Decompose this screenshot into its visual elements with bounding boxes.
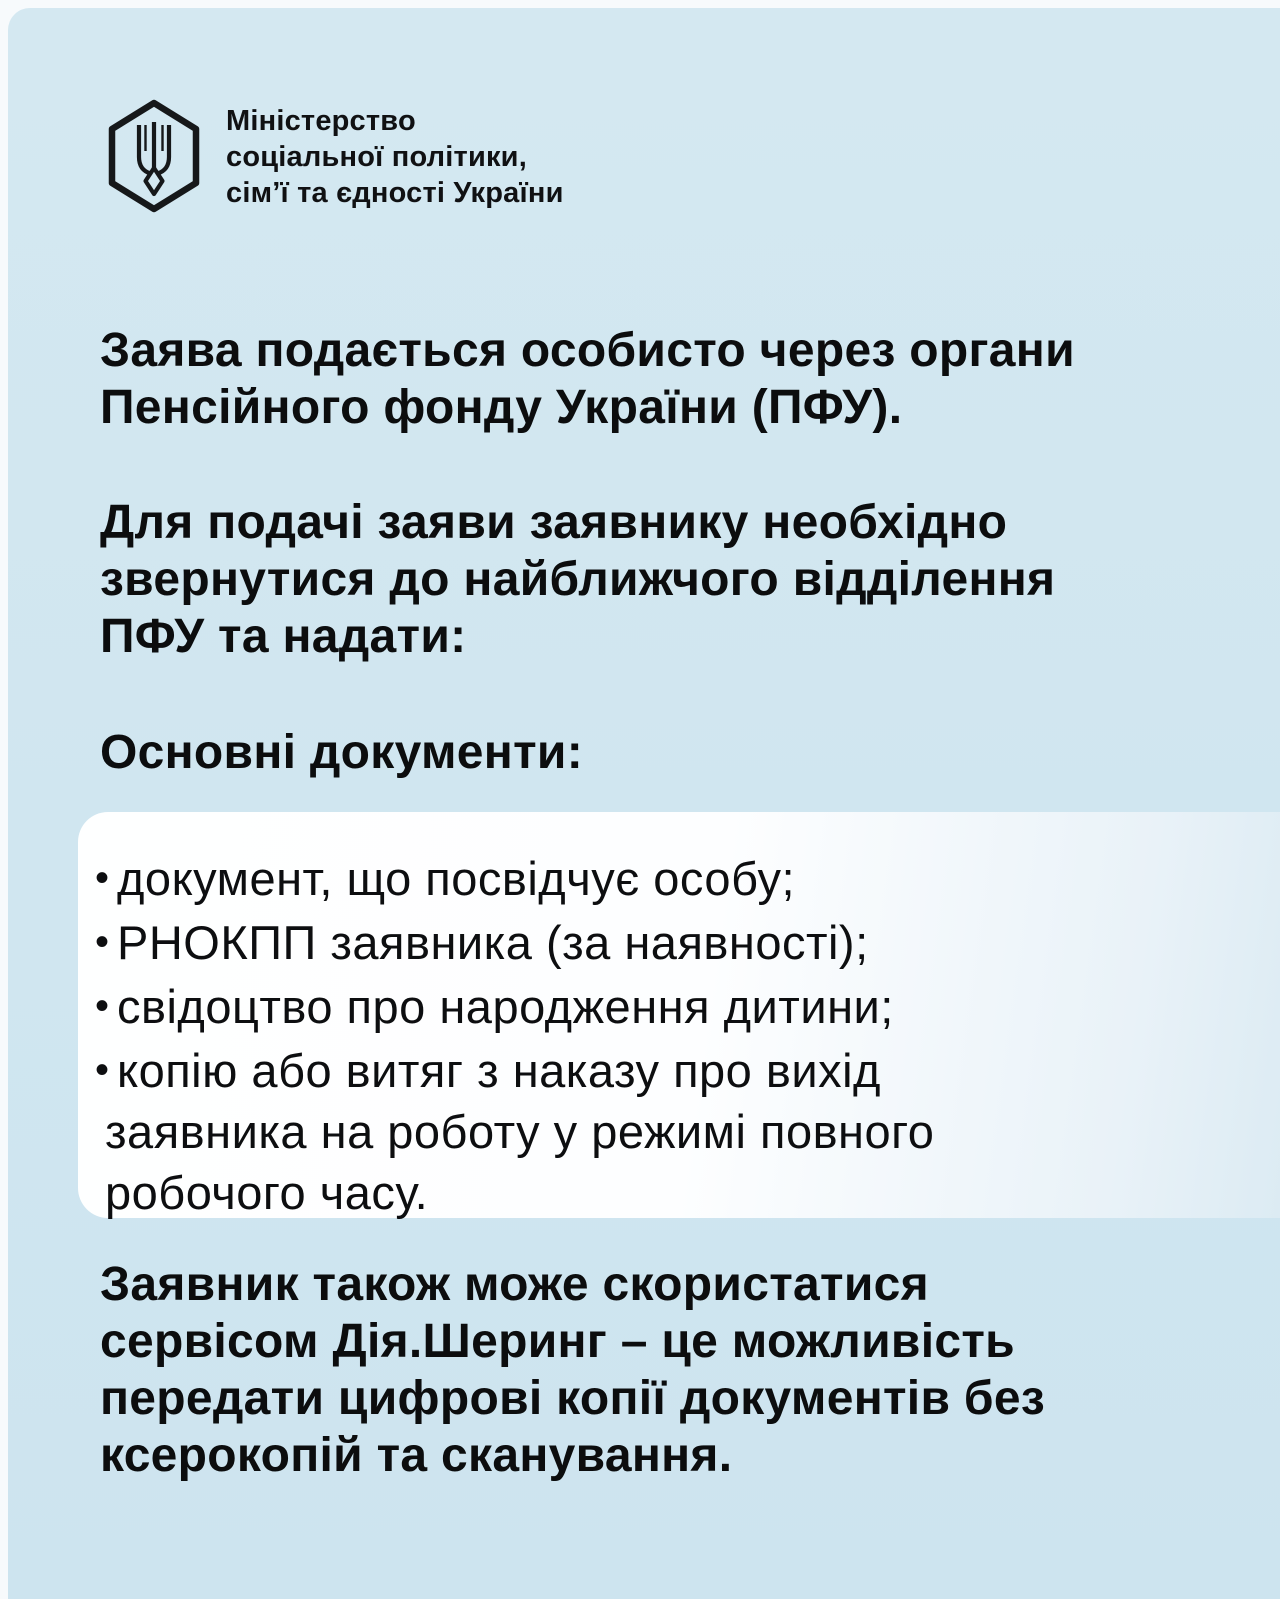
text-line: документ, що посвідчує особу; — [117, 852, 796, 905]
document-list-item — [95, 976, 1250, 1037]
text-line: звернутися до найближчого відділення — [100, 553, 1056, 606]
ministry-name-line: соціальної політики, — [226, 141, 527, 173]
text-line: робочого часу. — [105, 1166, 429, 1219]
paragraph-diia-sharing — [100, 1256, 1250, 1484]
ministry-name-line: Міністерство — [226, 105, 416, 137]
blue-panel — [8, 8, 1280, 1599]
text-line: копію або витяг з наказу про вихід — [117, 1044, 881, 1097]
text-line: Для подачі заяви заявнику необхідно — [100, 496, 1008, 549]
text-line: Заявник також може скористатися — [100, 1258, 929, 1311]
text-line: сервісом Дія.Шеринг – це можливість — [100, 1315, 1015, 1368]
text-line: передати цифрові копії документів без — [100, 1372, 1045, 1425]
documents-card — [78, 812, 1280, 1218]
bullet-dot: • — [95, 856, 110, 900]
paragraph-how-to-apply — [100, 494, 1250, 665]
document-list-item — [95, 1040, 1250, 1223]
text-line: ПФУ та надати: — [100, 610, 467, 663]
ministry-logo — [108, 99, 564, 213]
bullet-dot: • — [95, 920, 110, 964]
text-line: Заява подається особисто через органи — [100, 324, 1075, 377]
text-line: свідоцтво про народження дитини; — [117, 980, 894, 1033]
trident-hexagon-icon — [108, 99, 200, 213]
text-line: Пенсійного фонду України (ПФУ). — [100, 381, 903, 434]
text-line: РНОКПП заявника (за наявності); — [117, 916, 869, 969]
ministry-name — [226, 99, 564, 211]
text-line: ксерокопій та сканування. — [100, 1429, 733, 1482]
bullet-dot: • — [95, 984, 110, 1028]
paragraph-application-submission — [100, 322, 1250, 436]
text-line: заявника на роботу у режимі повного — [105, 1105, 935, 1158]
document-list-item — [95, 912, 1250, 973]
bullet-dot: • — [95, 1048, 110, 1092]
documents-heading: Основні документи: — [100, 726, 583, 779]
document-list-item — [95, 848, 1250, 909]
ministry-name-line: сім’ї та єдності України — [226, 177, 564, 209]
